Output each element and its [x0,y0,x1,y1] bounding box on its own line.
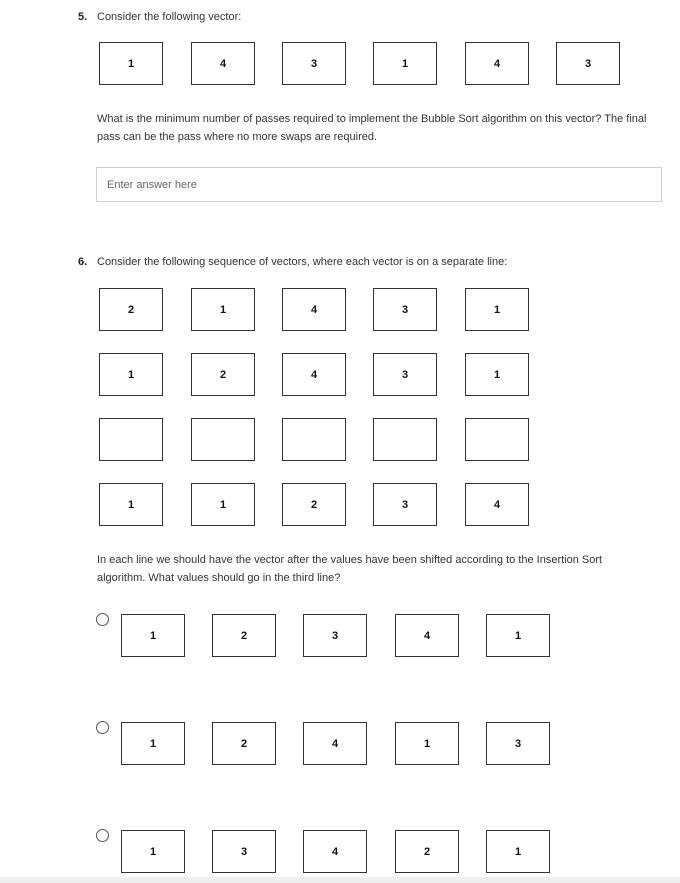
vector-cell: 1 [99,483,163,526]
vector-cell-empty [373,418,437,461]
bottom-bar [0,877,680,883]
question-5-number: 5. [78,11,88,23]
question-6-prompt: Consider the following sequence of vectors, where each vector is on a separate line: [97,256,508,268]
vector-cell: 3 [373,483,437,526]
option-cell: 2 [212,614,276,657]
question-5-text [97,110,646,146]
vector-cell-empty [465,418,529,461]
vector-cell: 4 [282,353,346,396]
radio-button[interactable] [96,721,109,734]
vector-cell: 1 [465,288,529,331]
vector-cell: 2 [99,288,163,331]
question-5-prompt: Consider the following vector: [97,11,242,23]
vector-cell: 3 [282,42,346,85]
vector-cell-empty [99,418,163,461]
option-cell: 2 [395,830,459,873]
vector-cell: 3 [373,288,437,331]
option-cell: 4 [395,614,459,657]
vector-cell: 4 [465,483,529,526]
vector-cell: 4 [191,42,255,85]
vector-cell: 1 [99,42,163,85]
question-6-text-line: algorithm. What values should go in the third line? [97,572,341,584]
option-cell: 1 [121,614,185,657]
vector-cell: 4 [465,42,529,85]
option-cell: 4 [303,722,367,765]
radio-button[interactable] [96,829,109,842]
vector-cell: 3 [556,42,620,85]
vector-cell: 1 [373,42,437,85]
vector-cell: 1 [99,353,163,396]
option-cell: 1 [486,614,550,657]
option-cell: 3 [486,722,550,765]
question-6-number: 6. [78,256,88,268]
vector-cell: 3 [373,353,437,396]
option-cell: 1 [486,830,550,873]
question-6-text-line: In each line we should have the vector after the values have been shifted according to the Insertion Sort [97,554,603,566]
option-cell: 1 [395,722,459,765]
option-cell: 4 [303,830,367,873]
vector-cell: 2 [282,483,346,526]
question-5-text-line: pass can be the pass where no more swaps are required. [97,131,378,143]
vector-cell: 2 [191,353,255,396]
vector-cell: 1 [191,483,255,526]
vector-cell: 1 [191,288,255,331]
vector-cell: 1 [465,353,529,396]
option-cell: 3 [212,830,276,873]
option-cell: 1 [121,830,185,873]
vector-cell: 4 [282,288,346,331]
vector-cell-empty [191,418,255,461]
answer-input[interactable] [96,167,662,202]
vector-cell-empty [282,418,346,461]
question-6-text [97,551,602,587]
option-cell: 2 [212,722,276,765]
question-5-text-line: What is the minimum number of passes required to implement the Bubble Sort algorithm on this vector? The final [97,113,647,125]
option-cell: 3 [303,614,367,657]
radio-button[interactable] [96,613,109,626]
option-cell: 1 [121,722,185,765]
